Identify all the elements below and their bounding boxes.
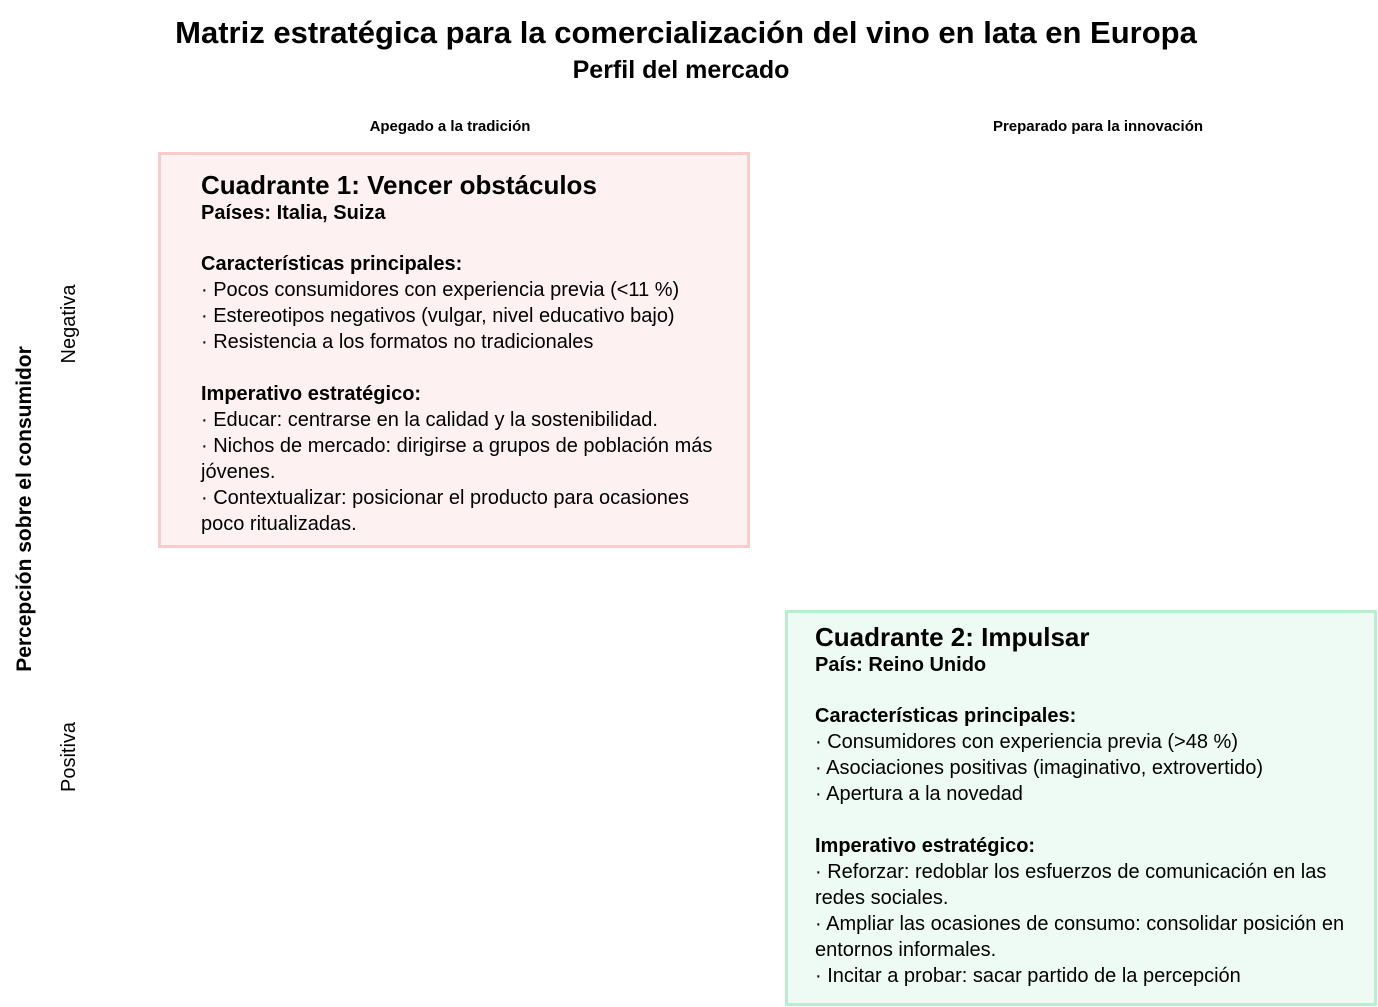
quadrant-1-countries: Países: Italia, Suiza bbox=[201, 202, 386, 224]
quadrant-1-box bbox=[158, 152, 750, 548]
row-label-negative: Negativa bbox=[58, 284, 80, 364]
quadrant-2-title: Cuadrante 2: Impulsar bbox=[815, 622, 1090, 652]
quadrant-2-imperatives-list bbox=[815, 859, 1364, 989]
quadrant-2-features-heading: Características principales: bbox=[815, 705, 1077, 727]
list-item: · Contextualizar: posicionar el producto para ocasiones poco ritualizadas. bbox=[201, 485, 737, 537]
list-item: · Ampliar las ocasiones de consumo: consolidar posición en entornos informales. bbox=[815, 911, 1364, 963]
quadrant-1-imperatives-list bbox=[201, 407, 737, 537]
quadrant-2-features-list bbox=[815, 729, 1364, 807]
list-item: · Incitar a probar: sacar partido de la percepción bbox=[815, 963, 1364, 989]
column-label-tradition: Apegado a la tradición bbox=[369, 118, 531, 135]
quadrant-2-countries: País: Reino Unido bbox=[815, 654, 987, 676]
quadrant-1-features-heading: Características principales: bbox=[201, 253, 463, 275]
quadrant-1-features-list bbox=[201, 277, 737, 355]
list-item: · Consumidores con experiencia previa (>48 %) bbox=[815, 729, 1364, 755]
list-item: · Pocos consumidores con experiencia previa (<11 %) bbox=[201, 277, 737, 303]
list-item: · Nichos de mercado: dirigirse a grupos de población más jóvenes. bbox=[201, 433, 737, 485]
list-item: · Apertura a la novedad bbox=[815, 781, 1364, 807]
page-subtitle: Perfil del mercado bbox=[572, 56, 790, 84]
page-title: Matriz estratégica para la comercialización del vino en lata en Europa bbox=[175, 15, 1197, 50]
row-label-positive: Positiva bbox=[58, 721, 80, 793]
list-item: · Educar: centrarse en la calidad y la sostenibilidad. bbox=[201, 407, 737, 433]
list-item: · Reforzar: redoblar los esfuerzos de comunicación en las redes sociales. bbox=[815, 859, 1364, 911]
list-item: · Resistencia a los formatos no tradicionales bbox=[201, 329, 737, 355]
quadrant-1-title: Cuadrante 1: Vencer obstáculos bbox=[201, 170, 597, 200]
quadrant-1-imperative-heading: Imperativo estratégico: bbox=[201, 383, 422, 405]
y-axis-title: Percepción sobre el consumidor bbox=[13, 346, 36, 672]
list-item: · Estereotipos negativos (vulgar, nivel educativo bajo) bbox=[201, 303, 737, 329]
column-label-innovation: Preparado para la innovación bbox=[992, 118, 1204, 135]
quadrant-2-imperative-heading: Imperativo estratégico: bbox=[815, 835, 1036, 857]
list-item: · Asociaciones positivas (imaginativo, extrovertido) bbox=[815, 755, 1364, 781]
quadrant-2-box bbox=[785, 610, 1377, 1006]
